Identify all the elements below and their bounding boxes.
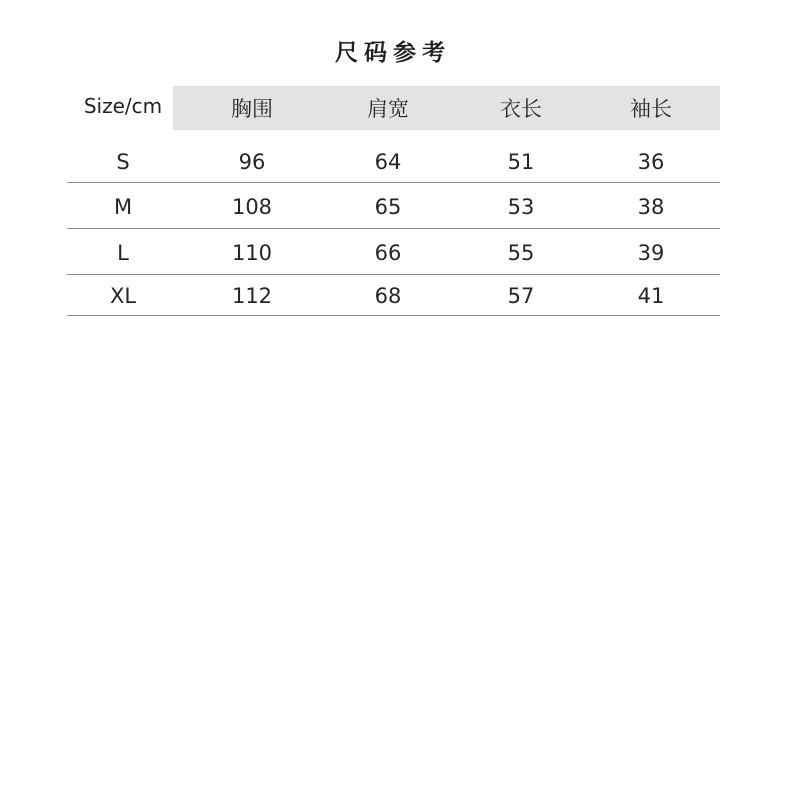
shoulder-value: 66	[374, 240, 402, 265]
chest-value: 96	[238, 150, 266, 174]
table-row	[67, 229, 720, 275]
corner-label: Size/cm	[83, 94, 163, 118]
table-row	[67, 140, 720, 183]
sleeve-value: 38	[637, 194, 665, 219]
chest-value: 108	[231, 194, 273, 219]
length-value: 51	[507, 150, 535, 174]
shoulder-value: 68	[374, 284, 402, 308]
size-label: S	[116, 150, 130, 174]
column-header-shoulder: 肩宽	[367, 97, 409, 121]
length-value: 53	[507, 194, 535, 219]
page-title: 尺码参考	[335, 40, 451, 66]
column-header-sleeve: 袖长	[630, 97, 672, 121]
table-row	[67, 275, 720, 316]
size-label: XL	[109, 284, 137, 308]
chest-value: 110	[231, 240, 273, 265]
length-value: 57	[507, 284, 535, 308]
table-body	[67, 140, 720, 316]
column-header-length: 衣长	[500, 97, 542, 121]
column-header-chest: 胸围	[231, 97, 273, 121]
chest-value: 112	[231, 284, 273, 308]
size-chart-table	[67, 86, 720, 308]
shoulder-value: 65	[374, 194, 402, 219]
sleeve-value: 39	[637, 240, 665, 265]
size-label: L	[117, 240, 129, 265]
table-header-row	[67, 86, 720, 130]
sleeve-value: 41	[637, 284, 665, 308]
length-value: 55	[507, 240, 535, 265]
size-label: M	[113, 194, 133, 219]
sleeve-value: 36	[637, 150, 665, 174]
shoulder-value: 64	[374, 150, 402, 174]
table-row	[67, 183, 720, 229]
